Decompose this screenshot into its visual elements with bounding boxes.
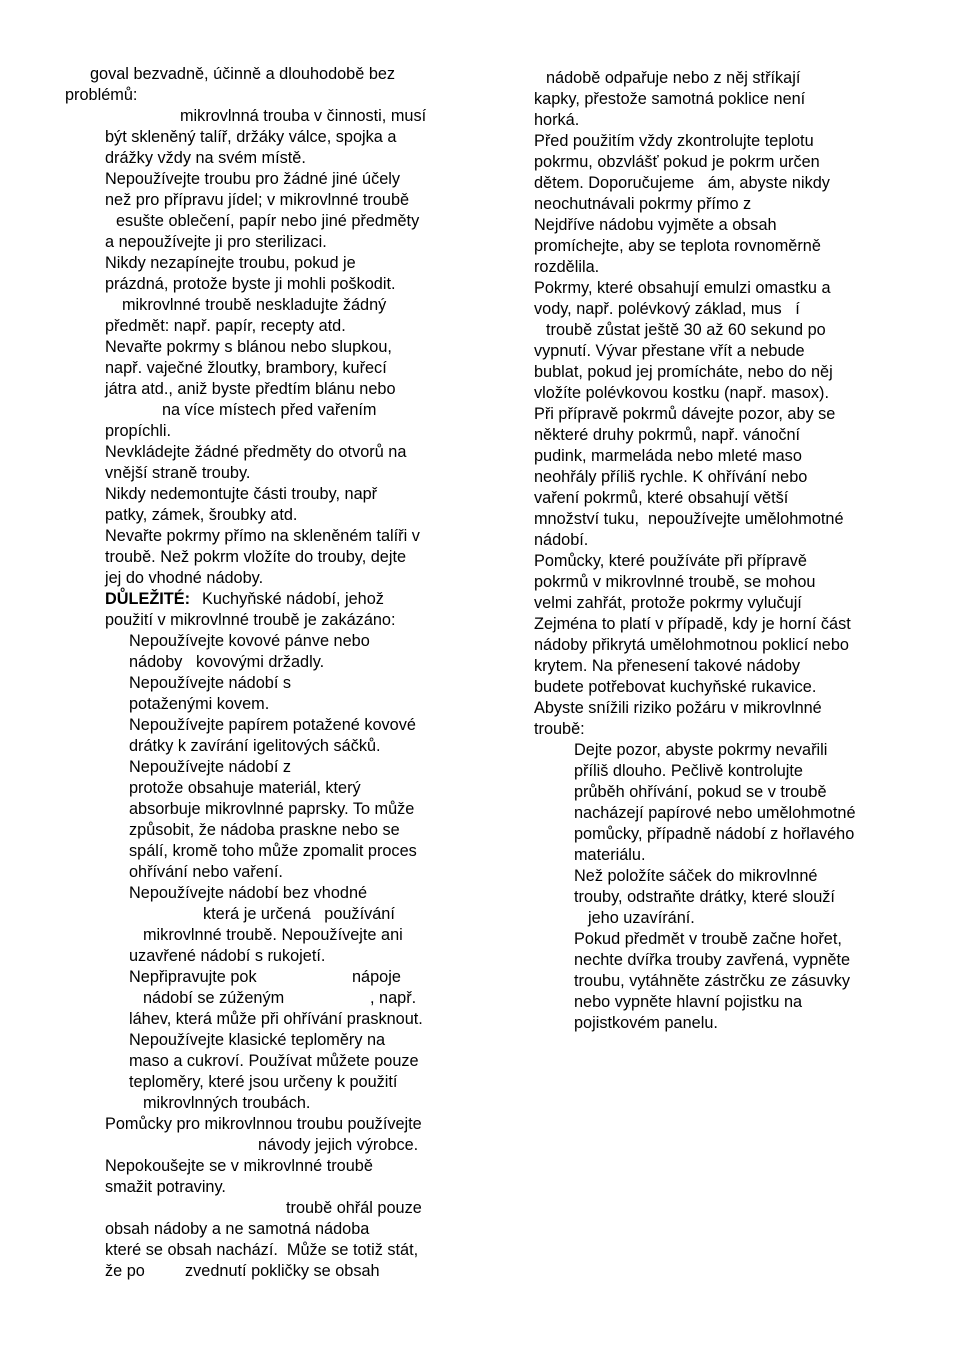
left-text-line-35: absorbuje mikrovlnné paprsky. To může [129,800,415,818]
left-text-line-28: nádoby kovovými držadly. [129,653,325,671]
right-text-line-26: Zejména to platí v případě, kdy je horní část [534,615,851,633]
left-text-line-20: Nikdy nedemontujte části trouby, např [105,485,378,503]
important-label: DŮLEŽITÉ: [105,590,191,608]
right-text-line-15: vložíte polévkovou kostku (např. masox). [534,384,830,402]
right-text-line-17: některé druhy pokrmů, např. vánoční [534,426,801,444]
left-text-line-50: teploměry, které jsou určeny k použití [129,1073,398,1091]
left-text-line-27: Nepoužívejte kovové pánve nebo [129,632,370,650]
left-text-line-0: goval bezvadně, účinně a dlouhodobě bez [90,65,396,83]
left-text-line-13: Nevařte pokrmy s blánou nebo slupkou, [105,338,392,356]
right-text-line-38: Než položíte sáček do mikrovlnné [574,867,818,885]
left-text-line-10: prázdná, protože byste ji mohli poškodit. [105,275,396,293]
right-text-line-6: neochutnávali pokrmy přímo z [534,195,752,213]
right-text-line-28: krytem. Na přenesení takové nádoby [534,657,801,675]
left-text-line-58: které se obsah nachází. Může se totiž stát, [105,1241,419,1259]
right-text-line-24: pokrmů v mikrovlnné troubě, se mohou [534,573,816,591]
right-text-line-9: rozdělila. [534,258,600,276]
left-text-line-3: být skleněný talíř, držáky válce, spojka a [105,128,397,146]
right-text-line-21: množství tuku, nepoužívejte umělohmotné [534,510,844,528]
right-text-line-0: nádobě odpařuje nebo z něj stříkají [546,69,801,87]
right-text-line-10: Pokrmy, které obsahují emulzi omastku a [534,279,831,297]
left-text-line-9: Nikdy nezapínejte troubu, pokud je [105,254,356,272]
left-text-line-57: obsah nádoby a ne samotná nádoba [105,1220,370,1238]
left-text-line-43: Nepřipravujte pok [129,968,257,986]
right-text-line-29: budete potřebovat kuchyňské rukavice. [534,678,817,696]
right-text-line-44: nebo vypněte hlavní pojistku na [574,993,803,1011]
left-text-line-12: předmět: např. papír, recepty atd. [105,317,346,335]
left-text-line-59: že po [105,1262,145,1280]
right-text-line-14: bublat, pokud jej promícháte, nebo do něj [534,363,833,381]
right-text-line-19: neohřály příliš rychle. K ohřívání nebo [534,468,808,486]
left-text-line-14: např. vaječné žloutky, brambory, kuřecí [105,359,387,377]
left-text-line-4: drážky vždy na svém místě. [105,149,306,167]
right-text-line-13: vypnutí. Vývar přestane vřít a nebude [534,342,805,360]
left-text-line-47: láhev, která může při ohřívání prasknout. [129,1010,423,1028]
right-text-line-31: troubě: [534,720,585,738]
left-text-line-17: propíchli. [105,422,172,440]
right-text-line-40: jeho uzavírání. [588,909,695,927]
left-text-line-31: Nepoužívejte papírem potažené kovové [129,716,416,734]
right-text-line-1: kapky, přestože samotná poklice není [534,90,806,108]
right-text-line-12: troubě zůstat ještě 30 až 60 sekund po [546,321,826,339]
left-text-line-40: která je určená používání [203,905,395,923]
right-text-line-16: Při přípravě pokrmů dávejte pozor, aby se [534,405,836,423]
left-text-line-48: Nepoužívejte klasické teploměry na [129,1031,386,1049]
left-text-line-44: nápoje [352,968,401,986]
left-text-line-8: a nepoužívejte ji pro sterilizaci. [105,233,327,251]
right-text-line-32: Dejte pozor, abyste pokrmy nevařili [574,741,828,759]
right-text-line-23: Pomůcky, které používáte při přípravě [534,552,807,570]
left-text-line-5: Nepoužívejte troubu pro žádné jiné účely [105,170,401,188]
right-text-line-22: nádobí. [534,531,589,549]
left-text-line-56: troubě ohřál pouze [286,1199,422,1217]
left-text-line-34: protože obsahuje materiál, který [129,779,361,797]
left-text-line-24: jej do vhodné nádoby. [105,569,264,587]
right-text-line-3: Před použitím vždy zkontrolujte teplotu [534,132,814,150]
left-text-line-29: Nepoužívejte nádobí s [129,674,292,692]
left-text-line-53: návody jejich výrobce. [258,1136,419,1154]
left-text-line-38: ohřívání nebo vaření. [129,863,283,881]
right-text-line-36: pomůcky, případně nádobí z hořlavého [574,825,855,843]
left-text-line-21: patky, zámek, šroubky atd. [105,506,298,524]
left-text-line-49: maso a cukroví. Používat můžete pouze [129,1052,419,1070]
right-text-line-5: dětem. Doporučujeme ám, abyste nikdy [534,174,830,192]
right-text-line-20: vaření pokrmů, které obsahují větší [534,489,789,507]
left-text-line-36: způsobit, že nádoba praskne nebo se [129,821,400,839]
left-text-line-33: Nepoužívejte nádobí z [129,758,292,776]
right-text-line-25: velmi zahřát, protože pokrmy vylučují [534,594,802,612]
left-text-line-32: drátky k zavírání igelitových sáčků. [129,737,381,755]
right-text-line-45: pojistkovém panelu. [574,1014,718,1032]
left-text-line-54: Nepokoušejte se v mikrovlnné troubě [105,1157,373,1175]
left-text-line-41: mikrovlnné troubě. Nepoužívejte ani [143,926,403,944]
right-text-line-42: nechte dvířka trouby zavřená, vypněte [574,951,851,969]
left-text-line-22: Nevařte pokrmy přímo na skleněném talíři v [105,527,420,545]
right-text-line-11: vody, např. polévkový základ, mus í [534,300,800,318]
left-text-line-11: mikrovlnné troubě neskladujte žádný [122,296,387,314]
left-text-line-25: Kuchyňské nádobí, jehož [202,590,384,608]
right-text-line-30: Abyste snížili riziko požáru v mikrovlnné [534,699,822,717]
left-text-line-2: mikrovlnná trouba v činnosti, musí [180,107,427,125]
left-text-line-39: Nepoužívejte nádobí bez vhodné [129,884,368,902]
left-text-line-60: zvednutí pokličky se obsah [185,1262,380,1280]
right-text-line-33: příliš dlouho. Pečlivě kontrolujte [574,762,803,780]
right-text-line-4: pokrmu, obzvlášť pokud je pokrm určen [534,153,820,171]
left-text-line-18: Nevkládejte žádné předměty do otvorů na [105,443,407,461]
right-text-line-27: nádoby přikrytá umělohmotnou poklicí nebo [534,636,849,654]
right-text-line-34: průběh ohřívání, pokud se v troubě [574,783,827,801]
right-text-line-18: pudink, marmeláda nebo mleté maso [534,447,802,465]
left-text-line-6: než pro přípravu jídel; v mikrovlnné troubě [105,191,410,209]
left-text-line-19: vnější straně trouby. [105,464,251,482]
left-text-line-16: na více místech před vařením [162,401,377,419]
left-text-line-23: troubě. Než pokrm vložíte do trouby, dejte [105,548,407,566]
left-text-line-1: problémů: [65,86,138,104]
right-text-line-41: Pokud předmět v troubě začne hořet, [574,930,842,948]
left-text-line-42: uzavřené nádobí s rukojetí. [129,947,326,965]
left-text-line-55: smažit potraviny. [105,1178,226,1196]
right-text-line-43: troubu, vytáhněte zástrčku ze zásuvky [574,972,851,990]
right-text-line-7: Nejdříve nádobu vyjměte a obsah [534,216,777,234]
left-text-line-45: nádobí se zúženým [143,989,285,1007]
left-text-line-7: esušte oblečení, papír nebo jiné předměty [116,212,420,230]
left-text-line-26: použití v mikrovlnné troubě je zakázáno: [105,611,396,629]
right-text-line-2: horká. [534,111,580,129]
left-text-line-52: Pomůcky pro mikrovlnnou troubu používejte [105,1115,422,1133]
left-text-line-30: potaženými kovem. [129,695,270,713]
left-text-line-37: spálí, kromě toho může zpomalit proces [129,842,417,860]
right-text-line-37: materiálu. [574,846,646,864]
left-text-line-51: mikrovlnných troubách. [143,1094,311,1112]
right-text-line-8: promíchejte, aby se teplota rovnoměrně [534,237,821,255]
left-text-line-46: , např. [370,989,417,1007]
right-text-line-39: trouby, odstraňte drátky, které slouží [574,888,835,906]
right-text-line-35: nacházejí papírové nebo umělohmotné [574,804,856,822]
left-text-line-15: játra atd., aniž byste předtím blánu nebo [105,380,396,398]
